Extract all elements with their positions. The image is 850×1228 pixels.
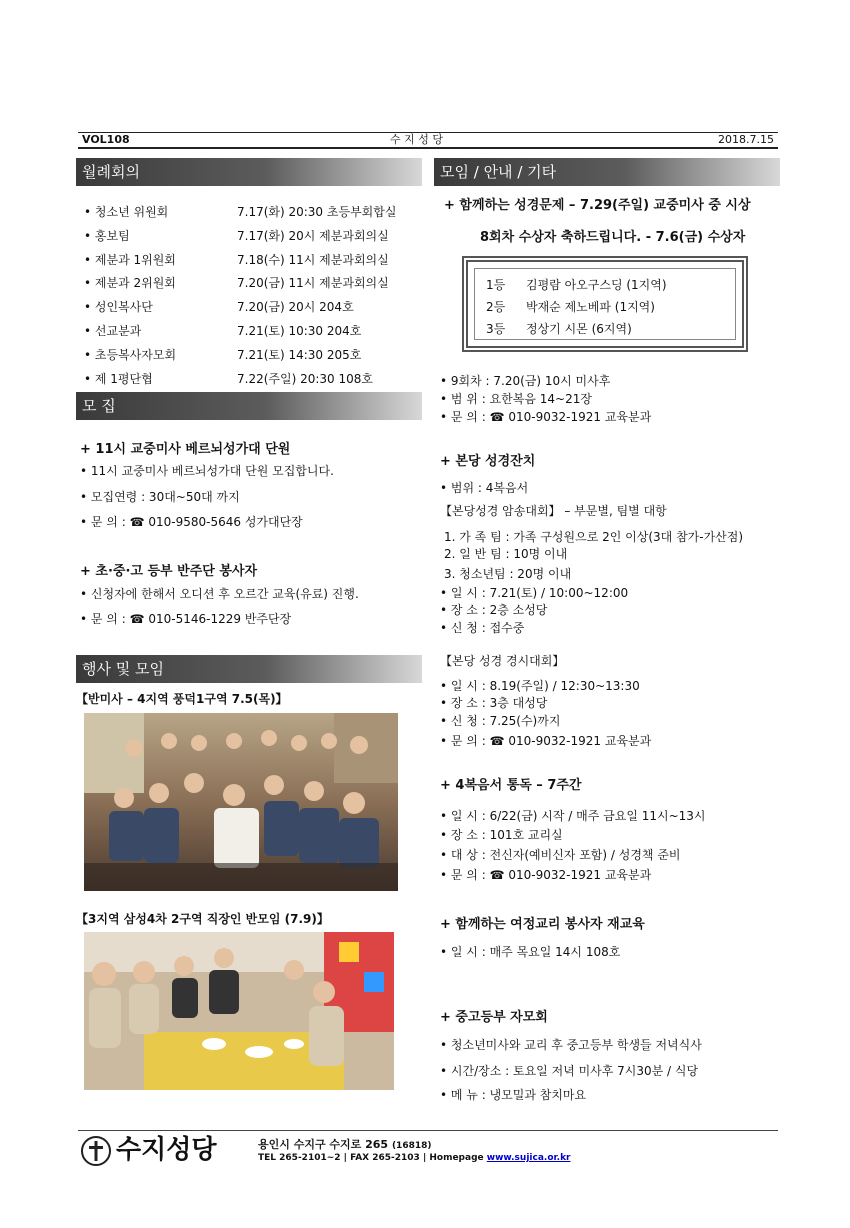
reading-detail-3: • 대 상 : 전신자(예비신자 포함) / 성경책 준비 <box>440 848 681 862</box>
meeting-time: 7.18(수) 11시 제분과회의실 <box>237 252 389 267</box>
meeting-name: • 선교분과 <box>84 324 142 338</box>
reading-contact: 010-9032-1921 교육분과 <box>508 868 652 882</box>
bible-quiz-title: 【본당 성경 경시대회】 <box>440 654 565 668</box>
section-monthly-meeting: 월례회의 <box>76 158 422 186</box>
winner-name: 박재순 제노베파 (1지역) <box>526 300 655 314</box>
team-1: 1. 가 족 팀 : 가족 구성원으로 2인 이상(3대 참가-가산점) <box>444 530 744 544</box>
footer-address-row <box>258 1136 431 1152</box>
photo-worker-meeting <box>84 932 394 1090</box>
parents-title: + 중고등부 자모회 <box>440 1010 548 1025</box>
contact-label: • 문 의 : <box>440 410 486 424</box>
winner-rank: 1등 <box>486 278 506 292</box>
teacher-contact: 010-5146-1229 반주단장 <box>148 612 292 626</box>
festival-detail-3: • 신 청 : 접수중 <box>440 621 525 635</box>
reading-title: + 4복음서 통독 – 7주간 <box>440 778 582 793</box>
contact-label: • 문 의 : <box>80 515 126 529</box>
choir-line-2: • 모집연령 : 30대~50대 까지 <box>80 490 240 504</box>
parents-detail-3: • 메 뉴 : 냉모밀과 참치마요 <box>440 1088 587 1102</box>
festival-contact-row <box>440 732 651 749</box>
section-events: 행사 및 모임 <box>76 655 422 683</box>
meeting-time: 7.20(금) 20시 204호 <box>237 300 354 315</box>
team-3: 3. 청소년팀 : 20명 이내 <box>444 567 572 581</box>
phone-icon: ☎ <box>129 515 145 529</box>
quiz-contact: 010-9032-1921 교육분과 <box>508 410 652 424</box>
meeting-name: • 성인복사단 <box>84 300 153 315</box>
quiz-info-1: • 9회차 : 7.20(금) 10시 미사후 <box>440 374 611 388</box>
quiz-info-2: • 범 위 : 요한복음 14~21장 <box>440 392 592 406</box>
festival-detail-2: • 장 소 : 2층 소성당 <box>440 603 548 617</box>
meeting-time: 7.21(토) 14:30 205호 <box>237 347 362 362</box>
contact-label: • 문 의 : <box>440 734 486 748</box>
reading-detail-1: • 일 시 : 6/22(금) 시작 / 매주 금요일 11시~13시 <box>440 809 706 823</box>
bible-quiz-detail-2: • 장 소 : 3층 대성당 <box>440 696 548 710</box>
photo-caption-2: 【3지역 삼성4차 2구역 직장인 반모임 (7.9)】 <box>76 912 329 926</box>
footer-contact-row <box>258 1153 571 1163</box>
teacher-title: + 초·중·고 등부 반주단 봉사자 <box>80 564 258 579</box>
footer-contact: TEL 265-2101~2 | FAX 265-2103 | Homepage <box>258 1153 484 1163</box>
meeting-name: • 초등복사자모회 <box>84 347 177 362</box>
header-date: 2018.7.15 <box>718 133 774 146</box>
winner-name: 정상기 시몬 (6지역) <box>526 322 632 336</box>
phone-icon: ☎ <box>489 868 505 882</box>
phone-icon: ☎ <box>489 410 505 424</box>
teacher-contact-row <box>80 610 291 627</box>
meeting-name: • 제분과 2위원회 <box>84 276 176 291</box>
teacher-line: • 신청자에 한해서 오디션 후 오르간 교육(유료) 진행. <box>80 587 359 601</box>
reading-contact-row <box>440 866 651 883</box>
quiz-subtitle: 8회차 수상자 축하드립니다. - 7.6(금) 수상자 <box>480 230 746 245</box>
choir-line-1: • 11시 교중미사 베르뇌성가대 단원 모집합니다. <box>80 464 334 478</box>
volunteer-title: + 함께하는 여정교리 봉사자 재교육 <box>440 917 645 932</box>
footer-logo-text: 수지성당 <box>116 1135 217 1165</box>
footer <box>78 1130 778 1171</box>
contact-label: • 문 의 : <box>440 868 486 882</box>
page-header <box>78 132 778 149</box>
section-recruit: 모 집 <box>76 392 422 420</box>
bible-quiz-detail-3: • 신 청 : 7.25(수)까지 <box>440 714 561 728</box>
parents-detail-2: • 시간/장소 : 토요일 저녁 미사후 7시30분 / 식당 <box>440 1064 699 1078</box>
phone-icon: ☎ <box>489 734 505 748</box>
volume-number: VOL108 <box>82 133 130 146</box>
contest-title: 【본당성경 암송대회】 – 부문별, 팀별 대항 <box>440 504 667 518</box>
parents-detail-1: • 청소년미사와 교리 후 중고등부 학생들 저녁식사 <box>440 1038 702 1052</box>
festival-contact: 010-9032-1921 교육분과 <box>508 734 652 748</box>
winner-rank: 2등 <box>486 300 506 314</box>
festival-title: + 본당 성경잔치 <box>440 454 536 469</box>
meeting-name: • 홍보팀 <box>84 228 130 243</box>
meeting-time: 7.21(토) 10:30 204호 <box>237 324 362 338</box>
section-notice: 모임 / 안내 / 기타 <box>434 158 780 186</box>
meeting-name: • 제 1평단협 <box>84 371 153 386</box>
volunteer-detail: • 일 시 : 매주 목요일 14시 108호 <box>440 945 621 959</box>
bible-quiz-detail-1: • 일 시 : 8.19(주일) / 12:30~13:30 <box>440 679 640 693</box>
meeting-name: • 제분과 1위원회 <box>84 252 176 267</box>
meeting-time: 7.17(화) 20시 제분과회의실 <box>237 228 389 243</box>
meeting-time: 7.20(금) 11시 제분과회의실 <box>237 276 389 291</box>
choir-contact-row <box>80 513 303 530</box>
meeting-time: 7.22(주일) 20:30 108호 <box>237 371 373 386</box>
photo-mass-group <box>84 713 398 891</box>
winner-name: 김평람 아오구스딩 (1지역) <box>526 278 667 292</box>
photo-caption-1: 【반미사 – 4지역 풍덕1구역 7.5(목)】 <box>76 692 288 706</box>
team-2: 2. 일 반 팀 : 10명 이내 <box>444 547 568 561</box>
reading-detail-2: • 장 소 : 101호 교리실 <box>440 828 563 842</box>
winner-rank: 3등 <box>486 322 506 336</box>
choir-title: + 11시 교중미사 베르뇌성가대 단원 <box>80 442 291 457</box>
meeting-time: 7.17(화) 20:30 초등부회합실 <box>237 205 397 219</box>
winners-frame <box>462 256 748 352</box>
meeting-name: • 청소년 위원회 <box>84 205 169 219</box>
church-logo-icon <box>80 1135 112 1170</box>
choir-contact: 010-9580-5646 성가대단장 <box>148 515 303 529</box>
quiz-title: + 함께하는 성경문제 – 7.29(주일) 교중미사 중 시상 <box>444 198 751 213</box>
homepage-link[interactable]: www.sujica.or.kr <box>486 1153 571 1163</box>
phone-icon: ☎ <box>129 612 145 626</box>
festival-scope: • 범위 : 4복음서 <box>440 481 529 495</box>
festival-detail-1: • 일 시 : 7.21(토) / 10:00~12:00 <box>440 586 629 600</box>
quiz-contact-row <box>440 408 651 425</box>
footer-zip: (16818) <box>391 1141 432 1151</box>
contact-label: • 문 의 : <box>80 612 126 626</box>
header-title: 수 지 성 당 <box>390 133 443 146</box>
footer-address: 용인시 수지구 수지로 265 <box>258 1138 389 1151</box>
